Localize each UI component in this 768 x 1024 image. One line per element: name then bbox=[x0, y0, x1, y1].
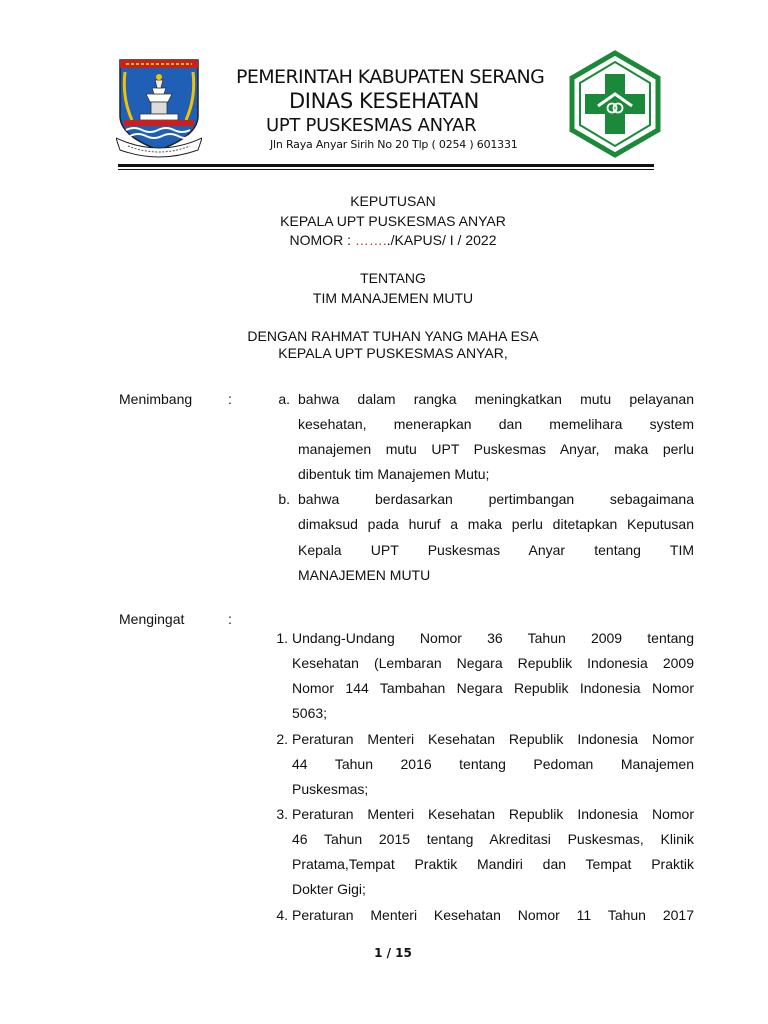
letterhead-unit: UPT PUSKESMAS ANYAR bbox=[266, 115, 477, 136]
title-tentang: TENTANG bbox=[360, 270, 426, 286]
mengingat-3-line: Peraturan Menteri Kesehatan Republik Indonesia Nomor bbox=[292, 806, 694, 822]
mengingat-2-line: Puskesmas; bbox=[292, 781, 369, 797]
mengingat-3-line: Pratama,Tempat Praktik Mandiri dan Tempat Praktik bbox=[292, 856, 694, 872]
menimbang-a-line: bahwa dalam rangka meningkatkan mutu pelayanan bbox=[298, 391, 694, 407]
letterhead-government: PEMERINTAH KABUPATEN SERANG bbox=[236, 66, 545, 88]
letterhead-rule-thin bbox=[118, 169, 654, 170]
mengingat-label: Mengingat bbox=[119, 611, 185, 627]
nomor-prefix: NOMOR : bbox=[289, 232, 355, 248]
mengingat-2-line: Peraturan Menteri Kesehatan Republik Indonesia Nomor bbox=[292, 731, 694, 747]
title-keputusan: KEPUTUSAN bbox=[350, 193, 436, 209]
letterhead-address: Jln Raya Anyar Sirih No 20 Tlp ( 0254 ) 601331 bbox=[270, 138, 518, 151]
mengingat-marker-2: 2. bbox=[276, 731, 288, 747]
menimbang-a-line: dibentuk tim Manajemen Mutu; bbox=[298, 466, 490, 482]
menimbang-b-line: dimaksud pada huruf a maka perlu ditetapkan Keputusan bbox=[298, 516, 694, 532]
menimbang-marker-b: b. bbox=[278, 491, 290, 507]
mengingat-marker-4: 4. bbox=[276, 907, 288, 923]
menimbang-b-line: MANAJEMEN MUTU bbox=[298, 567, 431, 583]
title-kepala-closing: KEPALA UPT PUSKESMAS ANYAR, bbox=[278, 345, 508, 361]
nomor-placeholder-dots: ……. bbox=[354, 232, 387, 248]
mengingat-marker-1: 1. bbox=[276, 630, 288, 646]
mengingat-1-line: 5063; bbox=[292, 705, 328, 721]
menimbang-b-line: bahwa berdasarkan pertimbangan sebagaimana bbox=[298, 491, 694, 507]
menimbang-b-line: Kepala UPT Puskesmas Anyar tentang TIM bbox=[298, 542, 694, 558]
title-kepala: KEPALA UPT PUSKESMAS ANYAR bbox=[280, 213, 506, 229]
menimbang-label: Menimbang bbox=[119, 391, 193, 407]
mengingat-colon: : bbox=[228, 611, 232, 627]
page-indicator: 1 / 15 bbox=[374, 946, 412, 960]
mengingat-3-line: Dokter Gigi; bbox=[292, 881, 366, 897]
letterhead-agency: DINAS KESEHATAN bbox=[289, 89, 479, 113]
mengingat-1-line: Nomor 144 Tambahan Negara Republik Indonesia Nomor bbox=[292, 680, 694, 696]
nomor-suffix: ./KAPUS/ I / 2022 bbox=[386, 232, 497, 248]
mengingat-3-line: 46 Tahun 2015 tentang Akreditasi Puskesmas, Klinik bbox=[292, 831, 694, 847]
title-rahmat: DENGAN RAHMAT TUHAN YANG MAHA ESA bbox=[247, 328, 539, 344]
menimbang-a-line: kesehatan, menerapkan dan memelihara system bbox=[298, 416, 694, 432]
mengingat-1-line: Undang-Undang Nomor 36 Tahun 2009 tentang bbox=[292, 630, 694, 646]
menimbang-a-line: manajemen mutu UPT Puskesmas Anyar, maka perlu bbox=[298, 441, 694, 457]
kabupaten-serang-emblem bbox=[116, 58, 202, 158]
mengingat-4-line: Peraturan Menteri Kesehatan Nomor 11 Tahun 2017 bbox=[292, 907, 694, 923]
mengingat-1-line: Kesehatan (Lembaran Negara Republik Indonesia 2009 bbox=[292, 655, 694, 671]
mengingat-2-line: 44 Tahun 2016 tentang Pedoman Manajemen bbox=[292, 756, 694, 772]
menimbang-marker-a: a. bbox=[278, 391, 290, 407]
title-nomor bbox=[0, 232, 768, 248]
title-subject: TIM MANAJEMEN MUTU bbox=[312, 290, 474, 306]
menimbang-colon: : bbox=[228, 391, 232, 407]
puskesmas-emblem bbox=[568, 50, 662, 158]
letterhead-rule-thick bbox=[118, 164, 654, 167]
mengingat-marker-3: 3. bbox=[276, 806, 288, 822]
